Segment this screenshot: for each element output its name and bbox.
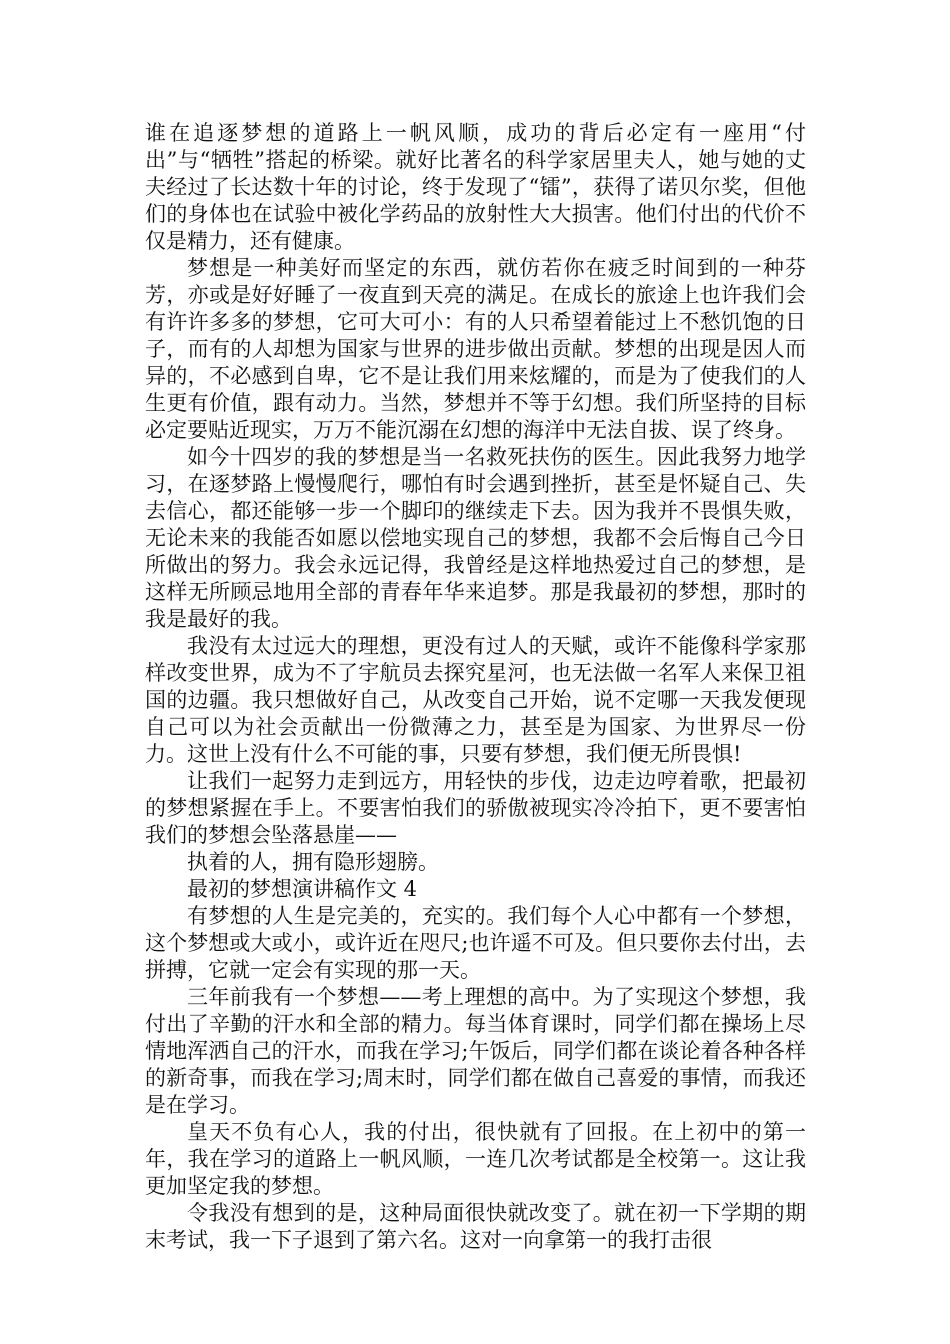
essay-heading: 最初的梦想演讲稿作文 4 xyxy=(187,877,418,901)
paragraph-invisible-wings: 执着的人，拥有隐形翅膀。 xyxy=(187,850,439,874)
document-page xyxy=(145,120,806,1254)
paragraph-reward: 皇天不负有心人，我的付出，很快就有了回报。在上初中的第一年，我在学习的道路上一帆风顺，一连几次考试都是全校第一。这让我更加坚定我的梦想。 xyxy=(145,1120,806,1198)
paragraph-change: 令我没有想到的是，这种局面很快就改变了。就在初一下学期的期末考试，我一下子退到了第六名。这对一向拿第一的我打击很 xyxy=(145,1201,806,1252)
paragraph-be-myself: 我没有太过远大的理想，更没有过人的天赋，或许不能像科学家那样改变世界，成为不了宇航员去探究星河，也无法做一名军人来保卫祖国的边疆。我只想做好自己，从改变自己开始，说不定哪一天我发便现自己可以为社会贡献出一份微薄之力，甚至是为国家、为世界尽一份力。这世上没有什么不可能的事，只要有梦想，我们便无所畏惧! xyxy=(145,634,806,766)
paragraph-go-far: 让我们一起努力走到远方，用轻快的步伐，边走边哼着歌，把最初的梦想紧握在手上。不要害怕我们的骄傲被现实冷冷拍下，更不要害怕我们的梦想会坠落悬崖—— xyxy=(145,769,806,847)
paragraph-three-years-ago: 三年前我有一个梦想——考上理想的高中。为了实现这个梦想，我付出了辛勤的汗水和全部的精力。每当体育课时，同学们都在操场上尽情地浑洒自己的汗水，而我在学习;午饭后，同学们都在谈论着各种各样的新奇事，而我在学习;周末时，同学们都在做自己喜爱的事情，而我还是在学习。 xyxy=(145,985,806,1117)
paragraph-dream-definition: 梦想是一种美好而坚定的东西，就仿若你在疲乏时间到的一种芬芳，亦或是好好睡了一夜直到天亮的满足。在成长的旅途上也许我们会有许许多多的梦想，它可大可小：有的人只希望着能过上不愁饥饱的日子，而有的人却想为国家与世界的进步做出贡献。梦想的出现是因人而异的，不必感到自卑，它不是让我们用来炫耀的，而是为了使我们的人生更有价值，跟有动力。当然，梦想并不等于幻想。我们所坚持的目标必定要贴近现实，万万不能沉溺在幻想的海洋中无法自拔、误了终身。 xyxy=(145,256,806,442)
paragraph-dream-life: 有梦想的人生是完美的，充实的。我们每个人心中都有一个梦想，这个梦想或大或小，或许近在咫尺;也许遥不可及。但只要你去付出，去拼搏，它就一定会有实现的那一天。 xyxy=(145,904,806,982)
paragraph-curie: 谁在追逐梦想的道路上一帆风顺，成功的背后必定有一座用“付出”与“牺牲”搭起的桥梁。就好比著名的科学家居里夫人，她与她的丈夫经过了长达数十年的讨论，终于发现了“镭”，获得了诺贝尔奖，但他们的身体也在试验中被化学药品的放射性大大损害。他们付出的代价不仅是精力，还有健康。 xyxy=(145,121,806,253)
paragraph-doctor-dream: 如今十四岁的我的梦想是当一名救死扶伤的医生。因此我努力地学习，在逐梦路上慢慢爬行，哪怕有时会遇到挫折，甚至是怀疑自己、失去信心，都还能够一步一个脚印的继续走下去。因为我并不畏惧失败，无论未来的我能否如愿以偿地实现自己的梦想，我都不会后悔自己今日所做出的努力。我会永远记得，我曾经是这样地热爱过自己的梦想，是这样无所顾忌地用全部的青春年华来追梦。那是我最初的梦想，那时的我是最好的我。 xyxy=(145,445,806,631)
